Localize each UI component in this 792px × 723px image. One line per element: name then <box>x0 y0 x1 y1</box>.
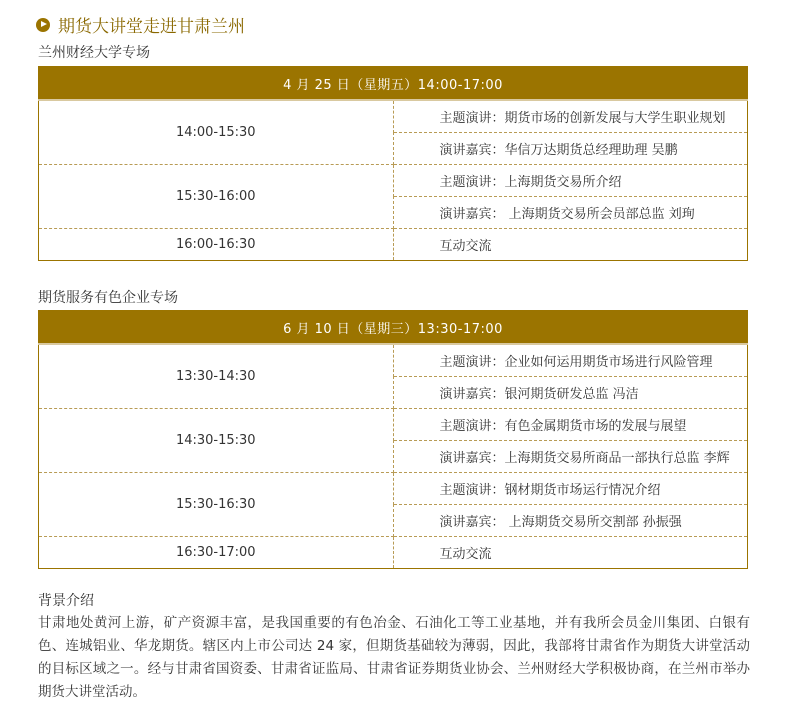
time-cell: 13:30-14:30 <box>39 344 394 409</box>
time-cell: 14:30-15:30 <box>39 409 394 473</box>
activity-cell: 互动交流 <box>439 239 492 254</box>
topic-cell: 主题演讲：钢材期货市场运行情况介绍 <box>393 473 748 505</box>
table-row <box>39 100 748 133</box>
table-row <box>39 165 748 197</box>
table-row <box>39 537 748 569</box>
time-cell: 16:30-17:00 <box>39 537 394 569</box>
speaker-cell: 演讲嘉宾：上海期货交易所商品一部执行总监 李辉 <box>393 441 748 473</box>
topic-cell: 主题演讲：期货市场的创新发展与大学生职业规划 <box>393 100 748 133</box>
topic-cell: 主题演讲：企业如何运用期货市场进行风险管理 <box>393 344 748 377</box>
topic-cell: 主题演讲：有色金属期货市场的发展与展望 <box>393 409 748 441</box>
table-row <box>39 229 748 261</box>
speaker-cell: 演讲嘉宾： 上海期货交易所会员部总监 刘珣 <box>393 197 748 229</box>
session-1-label: 兰州财经大学专场 <box>38 45 150 61</box>
time-cell: 15:30-16:30 <box>39 473 394 537</box>
page-title-text: 期货大讲堂走进甘肃兰州 <box>58 17 245 37</box>
time-cell: 15:30-16:00 <box>39 165 394 229</box>
session-1-date-header: 4 月 25 日（星期五）14:00-17:00 <box>39 67 748 101</box>
session-1-table <box>38 66 748 261</box>
table-row <box>39 344 748 377</box>
session-2-label: 期货服务有色企业专场 <box>38 290 178 306</box>
time-cell: 14:00-15:30 <box>39 100 394 165</box>
speaker-cell: 演讲嘉宾： 上海期货交易所交割部 孙振强 <box>393 505 748 537</box>
speaker-cell: 演讲嘉宾：华信万达期货总经理助理 吴鹏 <box>393 133 748 165</box>
topic-cell: 主题演讲：上海期货交易所介绍 <box>393 165 748 197</box>
play-bullet-icon <box>36 18 50 32</box>
page-title <box>36 12 245 37</box>
time-cell: 16:00-16:30 <box>39 229 394 261</box>
table-row <box>39 409 748 441</box>
speaker-cell: 演讲嘉宾：银河期货研发总监 冯洁 <box>393 377 748 409</box>
activity-cell: 互动交流 <box>439 547 492 562</box>
session-2-table <box>38 310 748 569</box>
session-2-date-header: 6 月 10 日（星期三）13:30-17:00 <box>39 311 748 345</box>
table-row <box>39 473 748 505</box>
background-text: 甘肃地处黄河上游，矿产资源丰富，是我国重要的有色冶金、石油化工等工业基地，并有我所会员金川集团、白银有色、连城铝业、华龙期货。辖区内上市公司达 24 家，但期货基础较为薄弱，因此，我部将甘肃省作为期货大讲堂活动的目标区域之一。经与甘肃省国资委、甘肃省证监局、甘肃省证券期货业协会、兰州财经大学积极协商，在兰州市举办期货大讲堂活动。 <box>38 615 750 700</box>
background-title: 背景介绍 <box>38 593 94 609</box>
